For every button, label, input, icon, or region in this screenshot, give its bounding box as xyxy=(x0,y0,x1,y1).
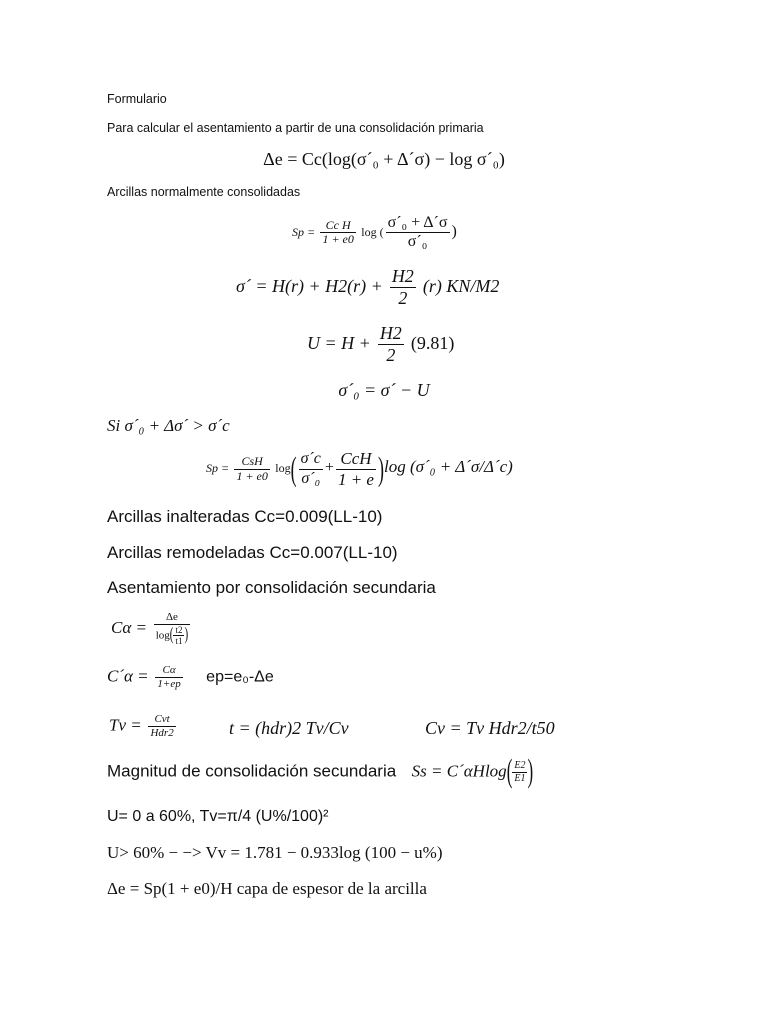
sp-close: ) xyxy=(451,223,457,241)
ca-den-open-paren: ( xyxy=(169,625,174,645)
formula-sigma xyxy=(236,266,499,308)
intro-text: Para calcular el asentamiento a partir de una consolidación primaria xyxy=(107,121,484,135)
ep-text: ep=e₀-Δe xyxy=(206,668,274,686)
tv-fraction xyxy=(148,713,175,739)
formula-cv: Cv = Tv Hdr2/t50 xyxy=(425,718,555,738)
ca-den-close-paren: ) xyxy=(184,625,189,645)
ss-num: E2 xyxy=(514,760,526,771)
sp2-open-paren: ( xyxy=(290,449,297,488)
ss-open-paren: ( xyxy=(506,753,513,790)
ca-den-den: t1 xyxy=(175,635,183,646)
u-lhs: U = H + xyxy=(307,332,371,353)
sigma-rhs: (r) KN/M2 xyxy=(422,275,500,296)
sp2-a-fraction xyxy=(299,450,323,488)
u-range-1: U= 0 a 60%, Tv=π/4 (U%/100)² xyxy=(107,808,329,825)
magnitud-text: Magnitud de consolidación secundaria xyxy=(107,761,397,781)
ss-den: E1 xyxy=(514,772,526,784)
formula-delta-e xyxy=(0,149,768,170)
ca-lhs: Cα = xyxy=(111,618,147,638)
inalteradas-line: Arcillas inalteradas Cc=0.009(LL-10) xyxy=(107,507,383,526)
ca-den-fraction xyxy=(173,625,184,647)
tv-lhs: Tv = xyxy=(109,715,142,735)
magnitud-line xyxy=(107,753,534,790)
formula-c-prime-alpha xyxy=(107,664,274,690)
nc-heading: Arcillas normalmente consolidadas xyxy=(107,185,301,199)
sp2-close-paren: ) xyxy=(377,449,384,488)
u-range-2-text: U> 60% − −> Vv = 1.781 − 0.933log (100 − u%) xyxy=(107,843,443,862)
cpa-den: 1+ep xyxy=(157,677,181,690)
formula-delta-e-left: Δe = Cc xyxy=(263,149,322,169)
sigma-lhs: σ´ = H(r) + H2(r) + xyxy=(236,275,383,296)
sp-inner-num: σ´₀ + Δ´σ xyxy=(386,214,450,233)
ca-num: Δe xyxy=(154,611,190,625)
sp-inner-den: σ´₀ xyxy=(407,233,428,251)
u-range-2 xyxy=(107,843,442,863)
sp-lhs: Sp = xyxy=(292,225,316,240)
formula-sp-oc xyxy=(206,449,513,489)
sp-num: Cc H xyxy=(320,219,355,234)
cpa-fraction xyxy=(155,664,182,690)
formula-t: t = (hdr)2 Tv/Cv xyxy=(229,718,349,738)
tv-den: Hdr2 xyxy=(150,726,174,739)
sp2-den: 1 + e0 xyxy=(236,468,268,483)
u-fraction xyxy=(378,323,404,365)
sigma-frac-num: H2 xyxy=(391,266,414,286)
sp2-plus: + xyxy=(324,459,334,477)
sigma0-text: σ´₀ = σ´ − U xyxy=(338,380,430,400)
ss-close-paren: ) xyxy=(527,753,534,790)
ss-lhs: Ss = C´αHlog xyxy=(411,761,507,781)
remodeladas-line: Arcillas remodeladas Cc=0.007(LL-10) xyxy=(107,543,398,562)
sigma-frac-den: 2 xyxy=(398,287,408,308)
sp2-b-fraction xyxy=(336,449,376,489)
sp2-fraction xyxy=(234,455,269,484)
sigma-fraction xyxy=(390,266,416,308)
secundaria-heading: Asentamiento por consolidación secundaria xyxy=(107,578,436,597)
sp-fraction xyxy=(320,219,355,248)
delta-e-final-text: Δe = Sp(1 + e0)/H capa de espesor de la arcilla xyxy=(107,879,427,898)
cpa-num: Cα xyxy=(155,664,182,678)
formula-delta-e-right: (log(σ´₀ + Δ´σ) − log σ´₀) xyxy=(321,149,505,169)
formula-c-alpha xyxy=(111,611,192,646)
sp-inner-fraction xyxy=(386,214,450,252)
u-frac-num: H2 xyxy=(379,323,402,343)
formula-u xyxy=(307,323,454,365)
ca-den xyxy=(154,625,190,647)
tv-num: Cvt xyxy=(148,713,175,727)
ss-fraction xyxy=(512,760,527,784)
ca-fraction xyxy=(154,611,190,646)
sp2-log: log xyxy=(275,461,291,476)
cpa-lhs: C´α = xyxy=(107,666,149,686)
formula-tv xyxy=(109,713,178,739)
u-rhs: (9.81) xyxy=(410,332,455,353)
sp-den: 1 + e0 xyxy=(322,232,354,247)
sp2-tail: log (σ´₀ + Δ´σ/Δ´c) xyxy=(383,457,513,477)
delta-e-final xyxy=(107,879,427,899)
formula-sigma0 xyxy=(0,380,768,401)
condition-text: Si σ´₀ + Δσ´ > σ´c xyxy=(107,416,230,435)
u-frac-den: 2 xyxy=(386,344,396,365)
sp2-num: CsH xyxy=(234,455,269,470)
sp2-b-den: 1 + e xyxy=(337,469,374,489)
sp-log: log ( xyxy=(361,225,384,240)
sp2-a-den: σ´₀ xyxy=(301,469,321,487)
doc-title: Formulario xyxy=(107,92,167,106)
sp2-b-num: CcH xyxy=(336,449,376,470)
ca-den-log: log xyxy=(155,629,170,642)
formula-sp xyxy=(292,214,457,252)
sp2-lhs: Sp = xyxy=(206,461,230,476)
ca-den-num: t2 xyxy=(175,624,183,635)
sp2-a-num: σ´c xyxy=(299,450,323,469)
condition-line xyxy=(107,416,230,436)
